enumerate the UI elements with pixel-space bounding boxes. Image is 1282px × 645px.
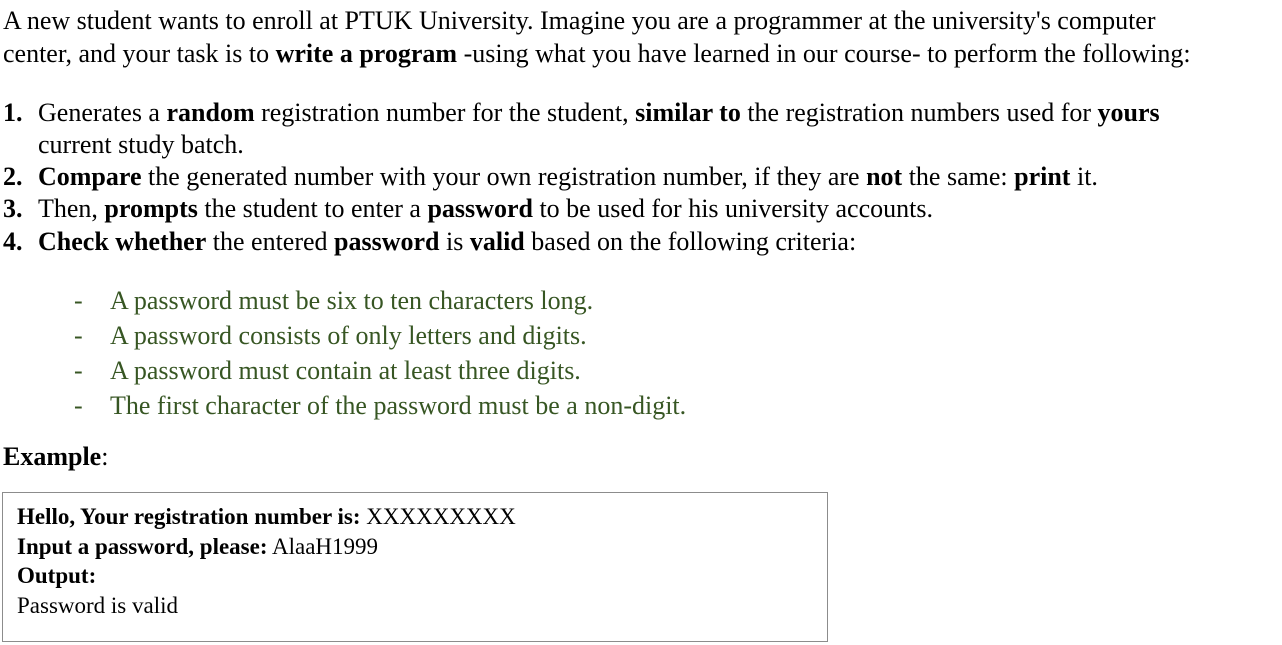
step-bold: Compare — [38, 162, 142, 191]
step-bold: password — [334, 227, 440, 256]
step-bold: not — [866, 162, 903, 191]
bullet-dash: - — [74, 321, 83, 350]
step-bold: similar to — [635, 98, 741, 127]
bullet-dash: - — [74, 356, 83, 385]
criteria-text: A password must contain at least three digits. — [110, 356, 581, 385]
bullet-dash: - — [74, 286, 83, 315]
intro-line-1: A new student wants to enroll at PTUK University. Imagine you are a programmer at the university's computer — [3, 6, 1156, 35]
example-output-label — [17, 561, 96, 590]
step-bold: random — [166, 98, 255, 127]
intro-line-2-text: center, and your task is to — [3, 39, 276, 68]
step-seg: is — [439, 227, 470, 256]
step-number: 2. — [3, 162, 23, 191]
registration-value: XXXXXXXXX — [360, 504, 516, 529]
step-seg: Generates a — [38, 98, 167, 127]
step-bold: yours — [1097, 98, 1160, 127]
intro-paragraph — [3, 4, 1282, 70]
step-seg: the generated number with your own registration number, if they are — [141, 162, 867, 191]
step-seg: Then, — [38, 194, 105, 223]
step-seg: the same: — [902, 162, 1015, 191]
step-text — [38, 226, 856, 258]
example-heading-colon: : — [101, 442, 109, 471]
step-seg: the registration numbers used for — [740, 98, 1098, 127]
example-password-line — [17, 532, 378, 561]
step-number: 3. — [3, 194, 23, 223]
output-label: Output: — [17, 563, 97, 588]
criteria-text: The first character of the password must be a non-digit. — [110, 391, 687, 420]
step-text — [38, 97, 1160, 161]
step-bold: password — [427, 194, 533, 223]
step-seg: the entered — [206, 227, 335, 256]
step-continuation: current study batch. — [38, 130, 244, 159]
intro-line-2-bold: write a program — [275, 39, 458, 68]
step-bold: prompts — [104, 194, 198, 223]
password-label: Input a password, please: — [17, 534, 268, 559]
step-number: 1. — [3, 98, 23, 127]
example-output-value: Password is valid — [17, 593, 178, 618]
step-seg: to be used for his university accounts. — [532, 194, 933, 223]
step-seg: it. — [1070, 162, 1098, 191]
criteria-text: A password must be six to ten characters long. — [110, 286, 594, 315]
criteria-text: A password consists of only letters and digits. — [110, 321, 587, 350]
password-value: AlaaH1999 — [267, 534, 379, 559]
example-heading — [3, 440, 108, 474]
intro-line-2 — [3, 37, 1282, 70]
step-seg: the student to enter a — [197, 194, 428, 223]
step-text — [38, 161, 1098, 193]
registration-label: Hello, Your registration number is: — [17, 504, 361, 529]
step-bold: Check whether — [38, 227, 207, 256]
bullet-dash: - — [74, 391, 83, 420]
step-seg: registration number for the student, — [254, 98, 636, 127]
step-bold: print — [1014, 162, 1071, 191]
intro-line-2-rest: -using what you have learned in our course- to perform the following: — [457, 39, 1191, 68]
step-number: 4. — [3, 227, 23, 256]
example-box — [2, 492, 828, 642]
step-text — [38, 193, 933, 225]
example-registration-line — [17, 502, 516, 531]
example-heading-label: Example — [3, 442, 102, 471]
step-bold: valid — [469, 227, 525, 256]
step-seg: based on the following criteria: — [524, 227, 857, 256]
